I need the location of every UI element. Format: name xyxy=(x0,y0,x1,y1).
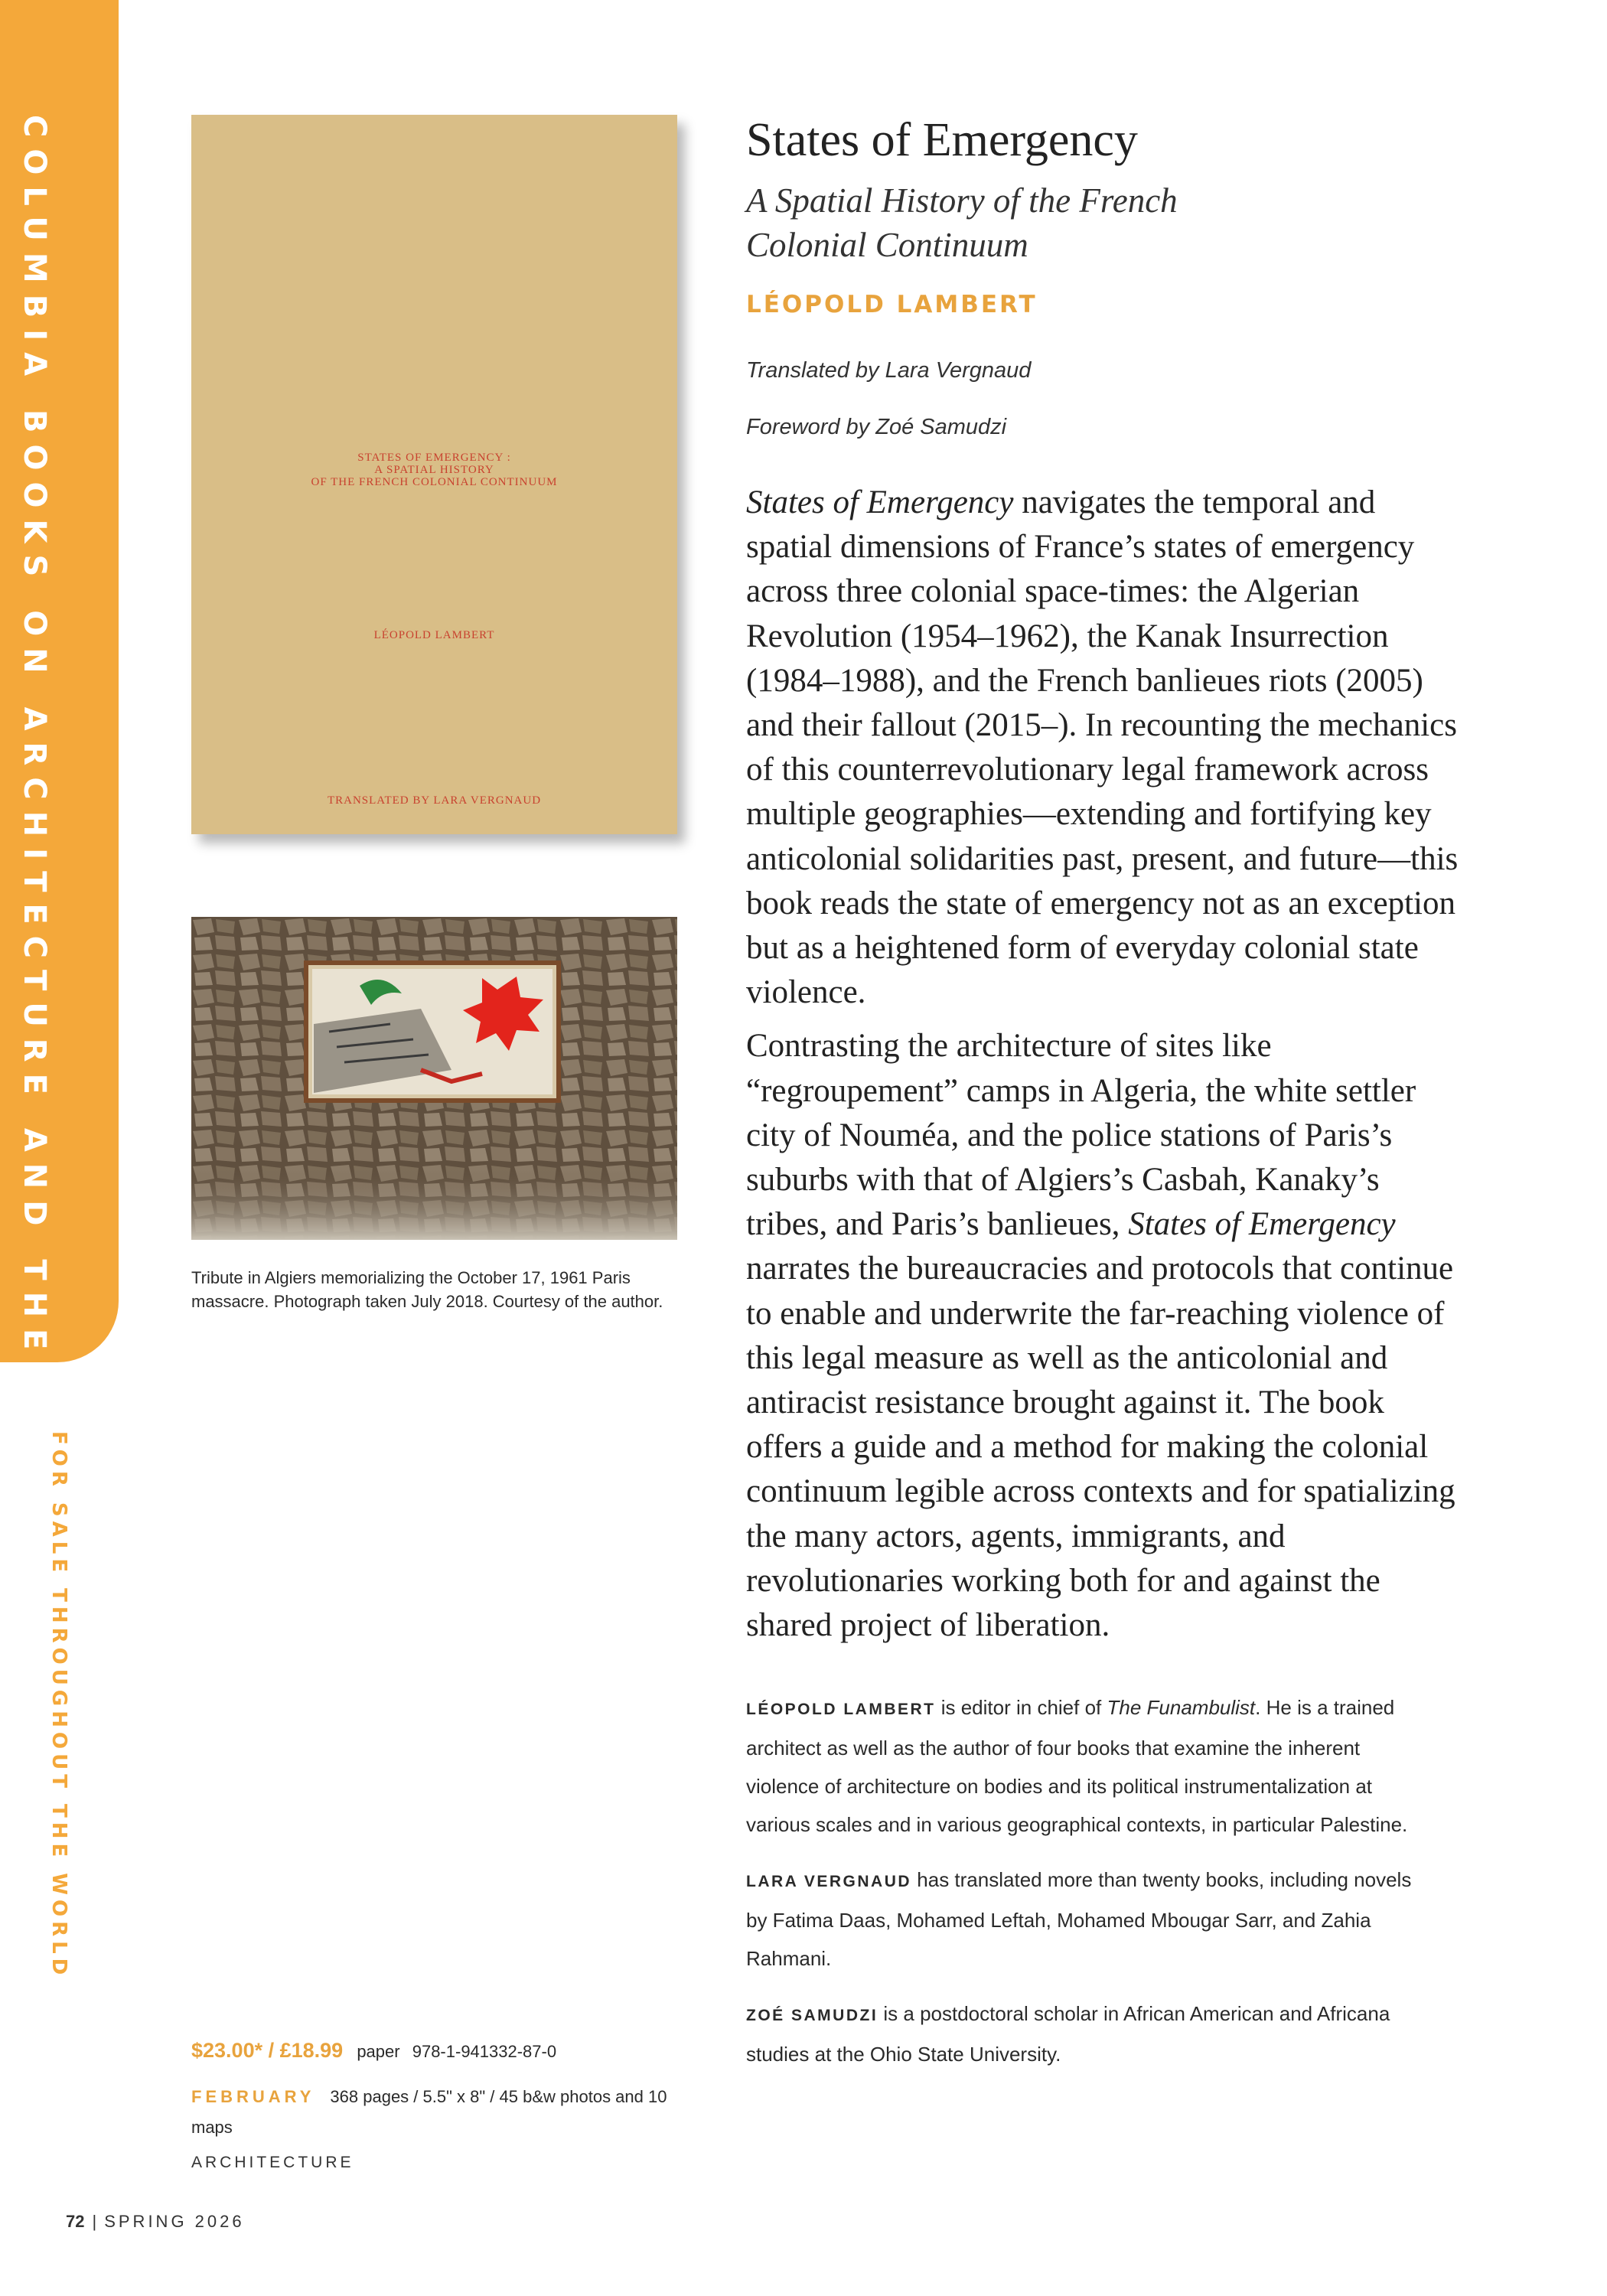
book-description xyxy=(746,481,1465,1648)
cover-title-line: OF THE FRENCH COLONIAL CONTINUUM xyxy=(311,476,558,488)
book-cover-image xyxy=(191,115,677,834)
description-paragraph xyxy=(746,481,1465,1015)
series-sidebar xyxy=(0,0,119,1506)
bio-italic: The Funambulist xyxy=(1107,1696,1256,1719)
book-author: LÉOPOLD LAMBERT xyxy=(746,291,1038,318)
description-text: narrates the bureaucracies and protocols that continue to enable and underwrite the far-reaching violence of this legal measure as well as the anticolonial and antiracist resistance brought against it. The book offers a guide and a method for making the colonial continuum legible across contexts and for spatializing the many actors, agents, immigrants, and revolutionaries working both for and against the shared project of liberation. xyxy=(746,1251,1455,1644)
description-paragraph xyxy=(746,1024,1465,1648)
book-specs: 368 pages / 5.5" x 8" / 45 b&w photos and 10 maps xyxy=(191,2087,667,2137)
footer-separator: | xyxy=(92,2212,97,2231)
contributor-bios xyxy=(746,1688,1435,2090)
publication-month: FEBRUARY xyxy=(191,2087,315,2106)
cover-author: LÉOPOLD LAMBERT xyxy=(373,629,495,641)
book-subtitle xyxy=(746,178,1282,267)
translator-credit: Translated by Lara Vergnaud xyxy=(746,358,1032,383)
subject-category: ARCHITECTURE xyxy=(191,2154,354,2171)
book-subtitle-line: Colonial Continuum xyxy=(746,226,1028,264)
stone-wall-mural-illustration xyxy=(191,917,677,1240)
format: paper xyxy=(357,2042,400,2061)
cover-title-line: STATES OF EMERGENCY : xyxy=(357,452,511,464)
bio-text: is a postdoctoral scholar in African American and Africana studies at the Ohio State University. xyxy=(746,2002,1390,2066)
bio-lambert xyxy=(746,1688,1435,1844)
cover-translator: TRANSLATED BY LARA VERGNAUD xyxy=(327,794,542,807)
bio-text: . He is a trained architect as well as the author of four books that examine the inherent violence of architecture on bodies and its political instrumentalization at various scales and in various geographical contexts, in particular Palestine. xyxy=(746,1696,1408,1836)
page-number: 72 xyxy=(66,2212,85,2231)
catalog-season: SPRING 2026 xyxy=(104,2212,245,2231)
bio-name: LÉOPOLD LAMBERT xyxy=(746,1701,936,1718)
photo-caption: Tribute in Algiers memorializing the October 17, 1961 Paris massacre. Photograph taken July 2018. Courtesy of the author. xyxy=(191,1268,663,1311)
bio-vergnaud xyxy=(746,1861,1435,1978)
page-footer xyxy=(66,2212,245,2232)
mural-photo xyxy=(191,917,677,1240)
publication-info xyxy=(191,2082,681,2143)
book-title-italic: States of Emergency xyxy=(1128,1206,1396,1243)
foreword-credit: Foreword by Zoé Samudzi xyxy=(746,415,1007,439)
bio-name: LARA VERGNAUD xyxy=(746,1873,912,1890)
bio-name: ZOÉ SAMUDZI xyxy=(746,2007,878,2024)
cover-title-line: A SPATIAL HISTORY xyxy=(374,464,494,476)
bio-text: is editor in chief of xyxy=(935,1696,1107,1719)
bio-samudzi xyxy=(746,1994,1435,2073)
bio-text: has translated more than twenty books, including novels by Fatima Daas, Mohamed Leftah, Mohamed Mbougar Sarr, and Zahia Rahmani. xyxy=(746,1868,1412,1970)
description-text: Contrasting the architecture of sites like “regroupement” camps in Algeria, the white settler city of Nouméa, and the police stations of Paris’s suburbs with that of Algiers’s Casbah, Kanaky’s tribes, and Paris’s banlieues, xyxy=(746,1028,1416,1243)
series-label: COLUMBIA BOOKS ON ARCHITECTURE AND THE CITY xyxy=(17,115,52,1506)
cover-title xyxy=(191,452,677,488)
isbn: 978-1-941332-87-0 xyxy=(412,2042,557,2061)
book-title-italic: States of Emergency xyxy=(746,484,1014,520)
book-title: States of Emergency xyxy=(746,114,1138,166)
book-subtitle-line: A Spatial History of the French xyxy=(746,181,1178,220)
price-line xyxy=(191,2039,556,2063)
description-text: navigates the temporal and spatial dimensions of France’s states of emergency across three colonial space-times: the Algerian Revolution (1954–1962), the Kanak Insurrection (1984–1988), and the French banlieues riots (2005) and their fallout (2015–). In recounting the mechanics of this counterrevolutionary legal framework across multiple geographies—extending and fortifying key anticolonial solidarities past, present, and future—this book reads the state of emergency not as an exception but as a heightened form of everyday colonial state violence. xyxy=(746,484,1459,1011)
price: $23.00* / £18.99 xyxy=(191,2039,344,2062)
sale-territory-label: FOR SALE THROUGHOUT THE WORLD xyxy=(47,1431,70,1980)
